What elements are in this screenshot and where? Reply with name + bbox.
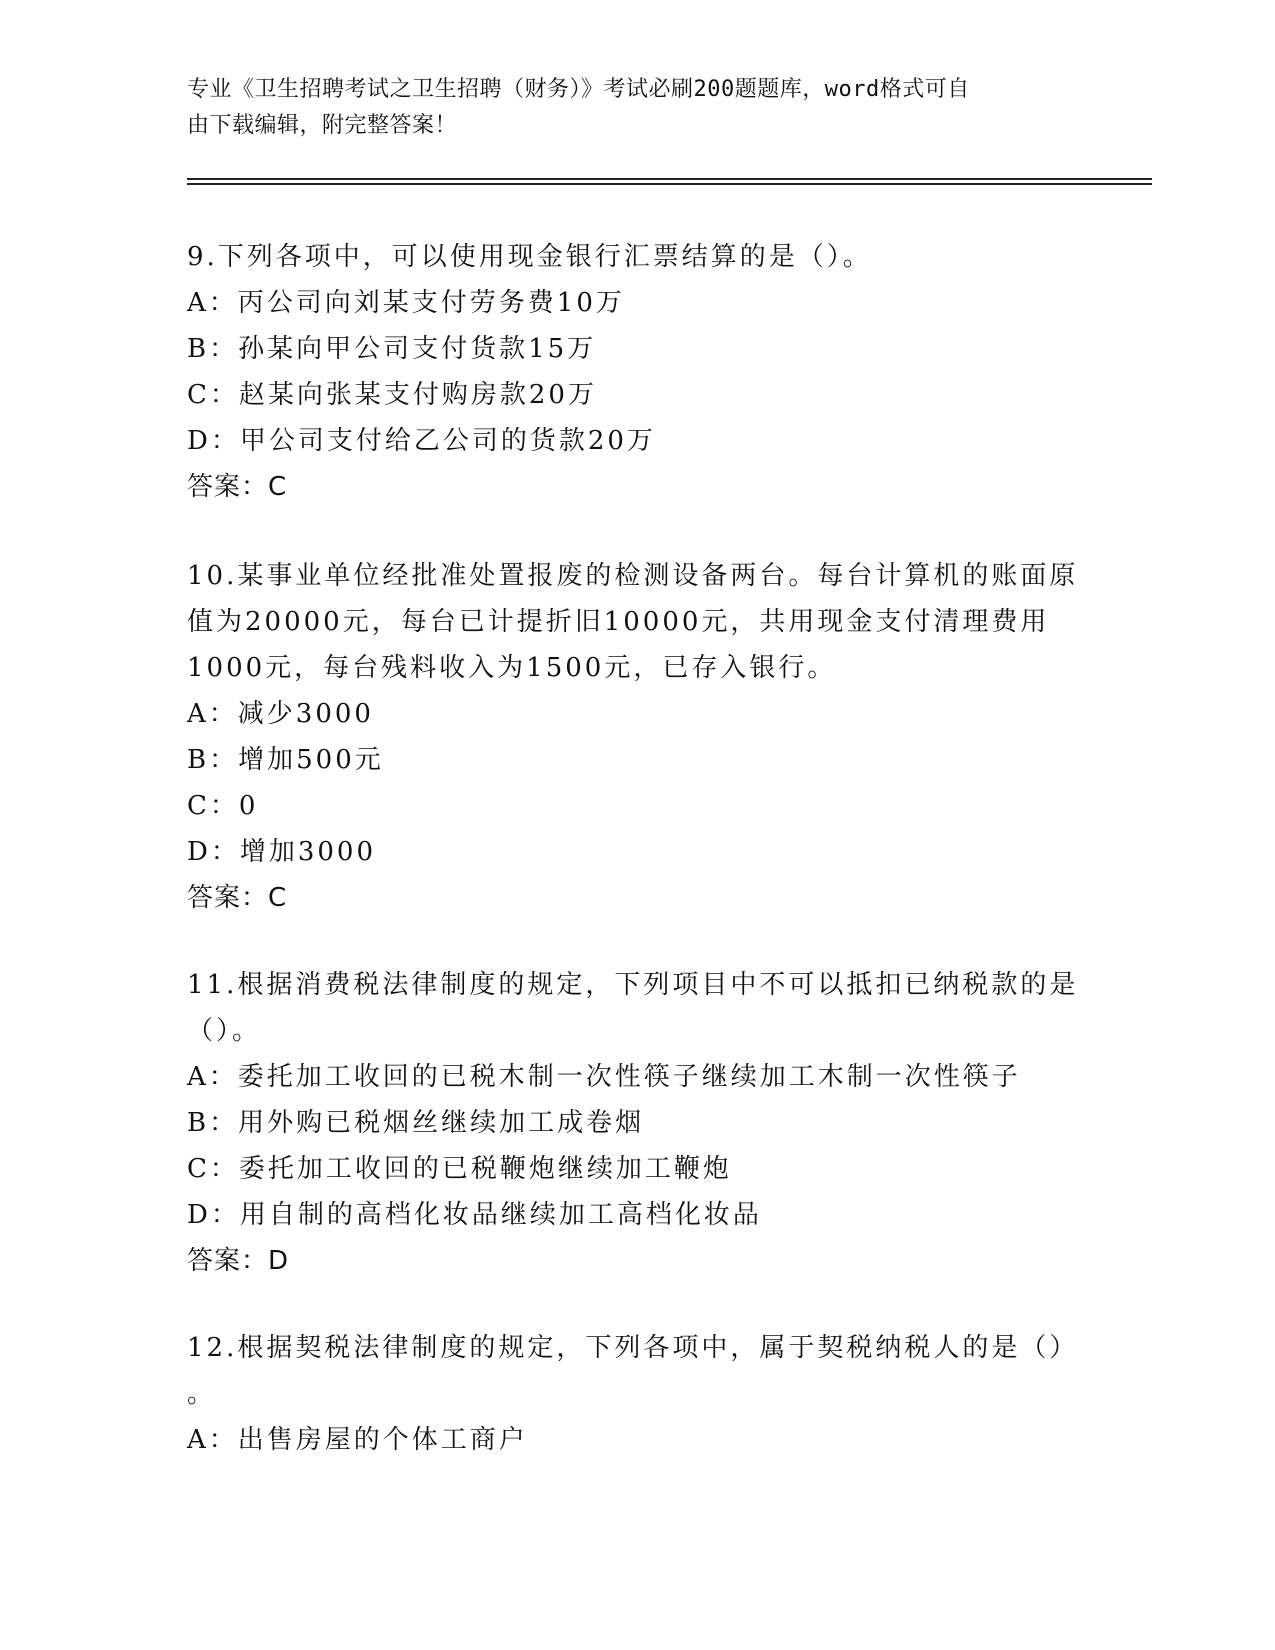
question-11: [187, 962, 1077, 1284]
question-stem: [187, 234, 1077, 280]
header-divider-bottom: [187, 183, 1152, 185]
option-b: B：增加500元: [187, 745, 384, 775]
stem-line: （）。: [187, 1016, 262, 1046]
answer: 答案：C: [187, 472, 288, 502]
header-divider-top: [187, 178, 1152, 180]
option-c: C：委托加工收回的已税鞭炮继续加工鞭炮: [187, 1154, 732, 1184]
answer: 答案：C: [187, 883, 288, 913]
stem-line: 11.根据消费税法律制度的规定，下列项目中不可以抵扣已纳税款的是: [187, 970, 1079, 1000]
question-10: [187, 553, 1077, 921]
option-b: B：用外购已税烟丝继续加工成卷烟: [187, 1108, 645, 1138]
question-stem: [187, 1325, 1077, 1417]
question-stem: [187, 553, 1077, 691]
option-d: D：增加3000: [187, 837, 377, 867]
stem-line: 9.下列各项中，可以使用现金银行汇票结算的是（）。: [187, 242, 872, 272]
question-stem: [187, 962, 1077, 1054]
header-line-2: 由下载编辑，附完整答案！: [187, 113, 458, 138]
option-b: B：孙某向甲公司支付货款15万: [187, 334, 597, 364]
option-c: C：0: [187, 791, 259, 821]
stem-line: 1000元，每台残料收入为1500元，已存入银行。: [187, 653, 837, 683]
stem-line: 10.某事业单位经批准处置报废的检测设备两台。每台计算机的账面原: [187, 561, 1079, 591]
option-a: A：丙公司向刘某支付劳务费10万: [187, 288, 625, 318]
option-c: C：赵某向张某支付购房款20万: [187, 380, 597, 410]
question-9: [187, 234, 1077, 510]
option-a: A：减少3000: [187, 699, 374, 729]
stem-line: 。: [187, 1379, 217, 1409]
option-d: D：甲公司支付给乙公司的货款20万: [187, 426, 656, 456]
document-header: [187, 72, 1067, 144]
option-a: A：出售房屋的个体工商户: [187, 1425, 528, 1455]
stem-line: 12.根据契税法律制度的规定，下列各项中，属于契税纳税人的是（）: [187, 1333, 1079, 1363]
stem-line: 值为20000元，每台已计提折旧10000元，共用现金支付清理费用: [187, 607, 1050, 637]
header-line-1: 专业《卫生招聘考试之卫生招聘（财务）》考试必刷200题题库，word格式可自: [187, 77, 970, 102]
question-12: [187, 1325, 1077, 1463]
option-d: D：用自制的高档化妆品继续加工高档化妆品: [187, 1200, 762, 1230]
option-a: A：委托加工收回的已税木制一次性筷子继续加工木制一次性筷子: [187, 1062, 1021, 1092]
answer: 答案：D: [187, 1246, 290, 1276]
